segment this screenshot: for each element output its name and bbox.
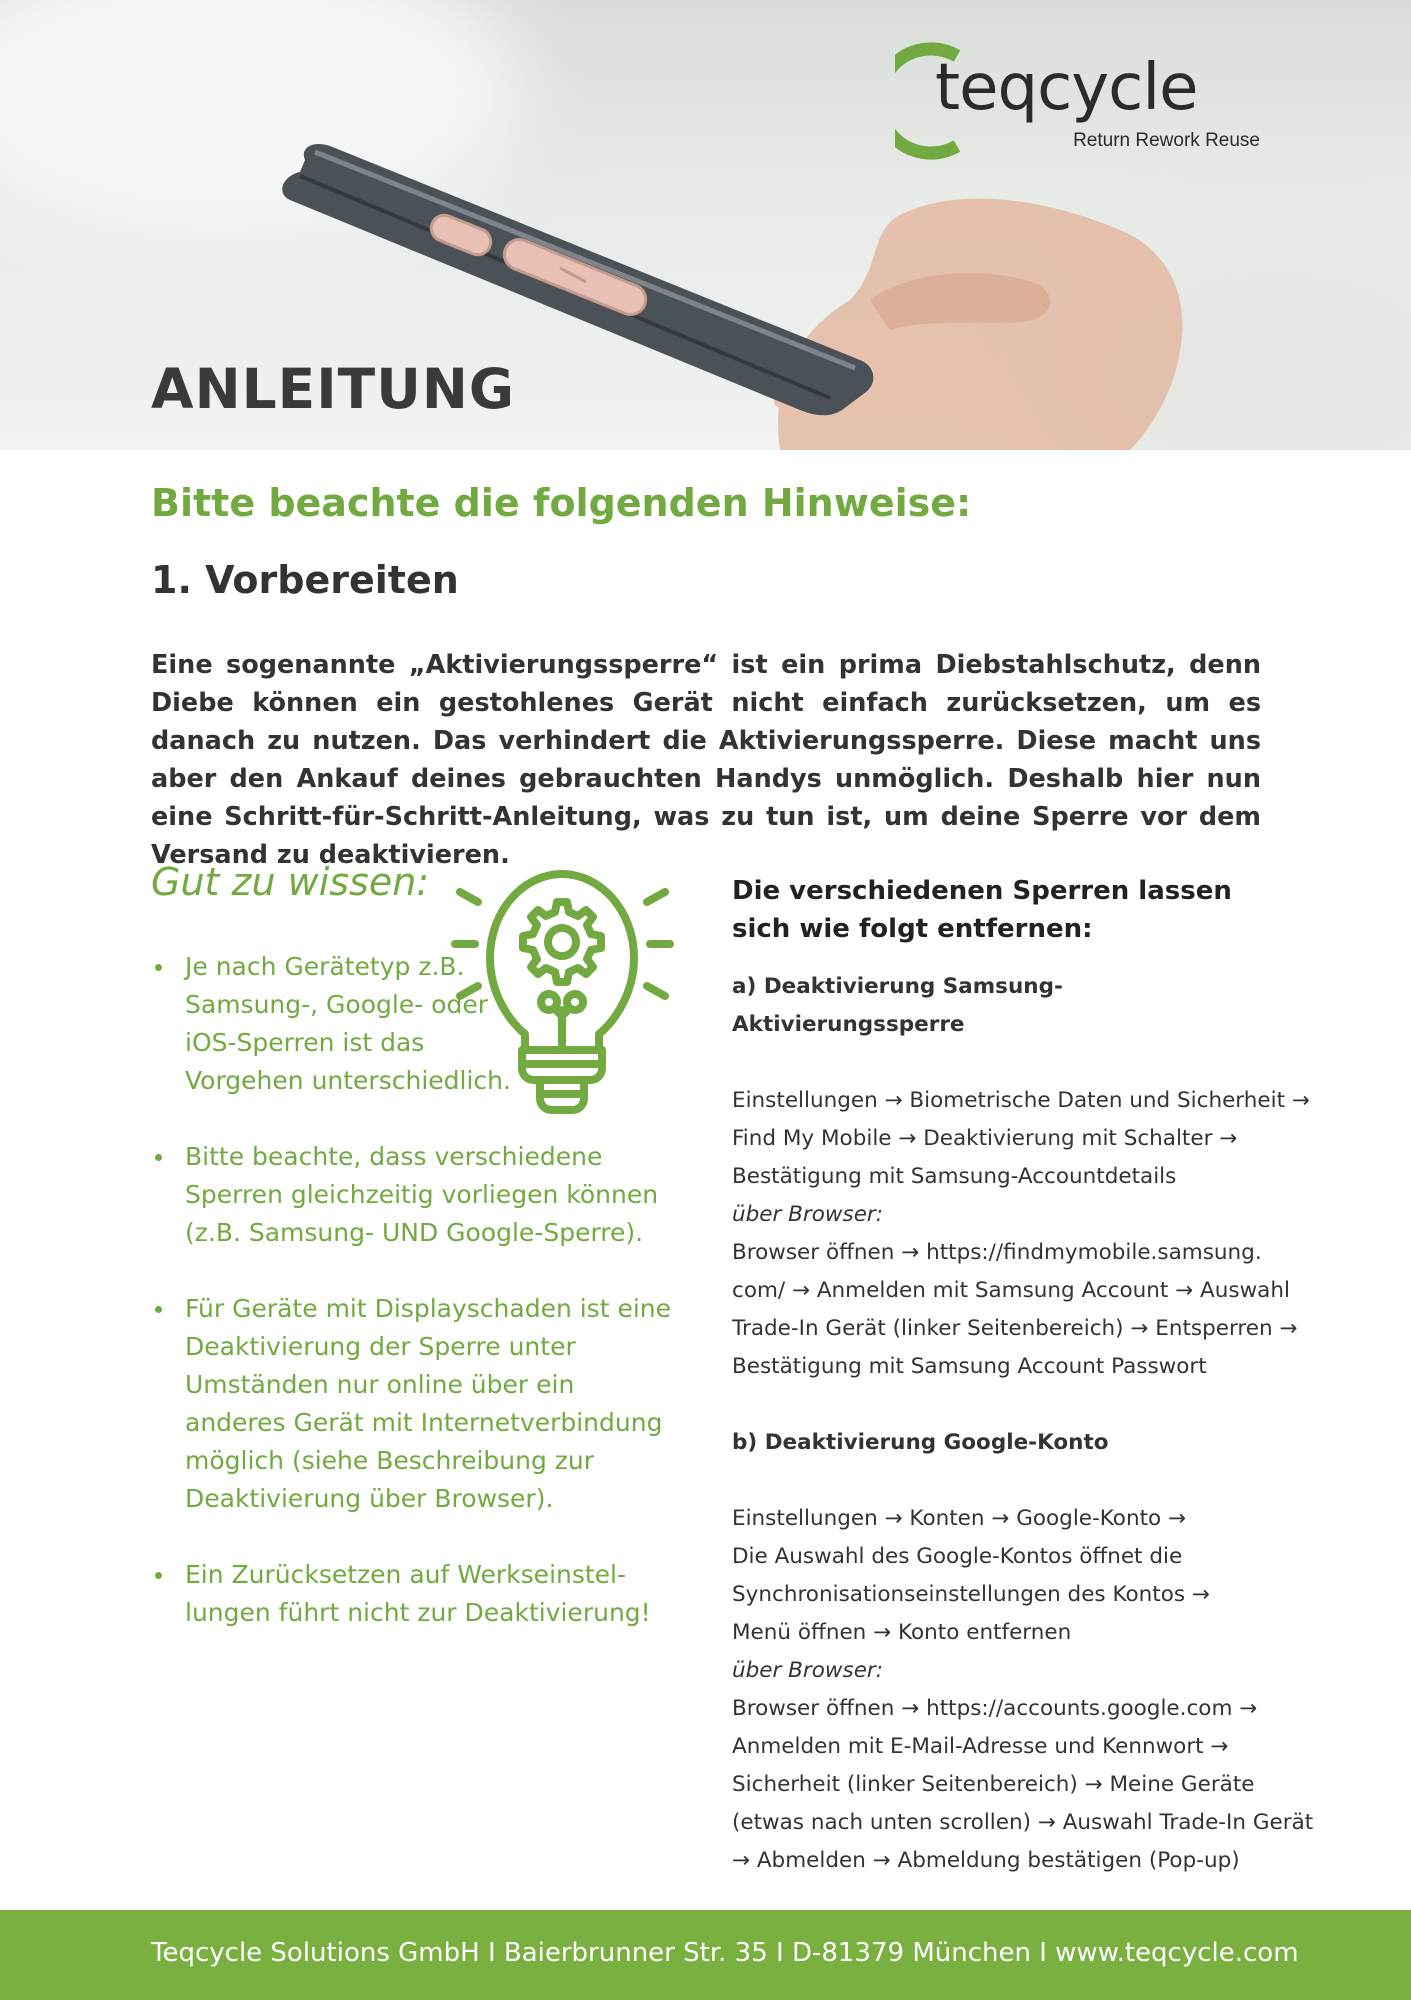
- removal-instructions: [732, 872, 1314, 1880]
- google-step-line: Synchronisationseinstellungen des Kontos →: [732, 1582, 1210, 1607]
- samsung-step-line: Einstellungen → Biometrische Daten und Sicherheit →: [732, 1088, 1310, 1113]
- tip-item: Für Geräte mit Displayschaden ist eine Deaktivierung der Sperre unter Umständen nur online über ein anderes Gerät mit Internetverbindung möglich (siehe Beschreibung zur Deaktivierung über Browser).: [151, 1290, 681, 1518]
- google-section-title: b) Deaktivierung Google-Konto: [732, 1430, 1109, 1455]
- google-browser-label: über Browser:: [732, 1658, 884, 1683]
- tip-item: Bitte beachte, dass verschiedene Sperren gleichzeitig vorliegen können (z.B. Samsung- UND Google-Sperre).: [151, 1138, 681, 1252]
- tip-item: Ein Zurücksetzen auf Werkseinstel-lungen führt nicht zur Deaktivierung!: [151, 1556, 681, 1632]
- samsung-browser-line: Browser öffnen → https://findmymobile.samsung.: [732, 1240, 1262, 1265]
- tip-item: Je nach Gerätetyp z.B. Samsung-, Google- oder iOS-Sperren ist das Vorgehen unterschiedlich.: [151, 948, 525, 1100]
- google-browser-line: → Abmelden → Abmeldung bestätigen (Pop-up): [732, 1848, 1240, 1873]
- intro-paragraph: Eine sogenannte „Aktivierungssperre“ ist ein prima Diebstahlschutz, denn Diebe können ein gestohlenes Gerät nicht einfach zurücksetzen, um es danach zu nutzen. Das verhindert die Aktivierungssperre. Diese macht uns aber den Ankauf deines gebrauchten Handys unmöglich. Deshalb hier nun eine Schritt-für-Schritt-Anleitung, was zu tun ist, um deine Sperre vor dem Versand zu deaktivieren.: [151, 650, 1261, 870]
- samsung-step-line: Find My Mobile → Deaktivierung mit Schalter →: [732, 1126, 1238, 1151]
- google-browser-line: (etwas nach unten scrollen) → Auswahl Trade-In Gerät: [732, 1810, 1314, 1835]
- google-browser-line: Sicherheit (linker Seitenbereich) → Meine Geräte: [732, 1772, 1255, 1797]
- samsung-browser-line: Trade-In Gerät (linker Seitenbereich) → Entsperren →: [732, 1316, 1298, 1341]
- page-title: ANLEITUNG: [151, 357, 516, 421]
- removal-title-line-2: sich wie folgt entfernen:: [732, 914, 1093, 944]
- teqcycle-logo: [895, 42, 1275, 162]
- removal-title: [732, 872, 1272, 948]
- step-heading: 1. Vorbereiten: [151, 558, 459, 602]
- samsung-browser-label: über Browser:: [732, 1202, 884, 1227]
- good-to-know-title: Gut zu wissen:: [151, 860, 430, 904]
- google-step-line: Einstellungen → Konten → Google-Konto →: [732, 1506, 1187, 1531]
- google-step-line: Die Auswahl des Google-Kontos öffnet die: [732, 1544, 1183, 1569]
- notice-heading: Bitte beachte die folgenden Hinweise:: [151, 481, 972, 525]
- google-step-line: Menü öffnen → Konto entfernen: [732, 1620, 1072, 1645]
- google-browser-line: Anmelden mit E-Mail-Adresse und Kennwort →: [732, 1734, 1229, 1759]
- logo-tagline: Return Rework Reuse: [1073, 130, 1260, 151]
- tips-list: [151, 948, 681, 1670]
- samsung-section-title: a) Deaktivierung Samsung-Aktivierungssperre: [732, 974, 1063, 1037]
- removal-title-line-1: Die verschiedenen Sperren lassen: [732, 876, 1232, 906]
- logo-wordmark: teqcycle: [935, 51, 1198, 125]
- samsung-browser-line: Bestätigung mit Samsung Account Passwort: [732, 1354, 1207, 1379]
- samsung-browser-line: com/ → Anmelden mit Samsung Account → Auswahl: [732, 1278, 1290, 1303]
- samsung-step-line: Bestätigung mit Samsung-Accountdetails: [732, 1164, 1177, 1189]
- footer-contact: Teqcycle Solutions GmbH I Baierbrunner Str. 35 I D-81379 München I www.teqcycle.com: [151, 1938, 1299, 1968]
- footer-bar: [0, 1910, 1411, 2000]
- google-browser-line: Browser öffnen → https://accounts.google.com →: [732, 1696, 1258, 1721]
- hero-banner: [0, 0, 1411, 450]
